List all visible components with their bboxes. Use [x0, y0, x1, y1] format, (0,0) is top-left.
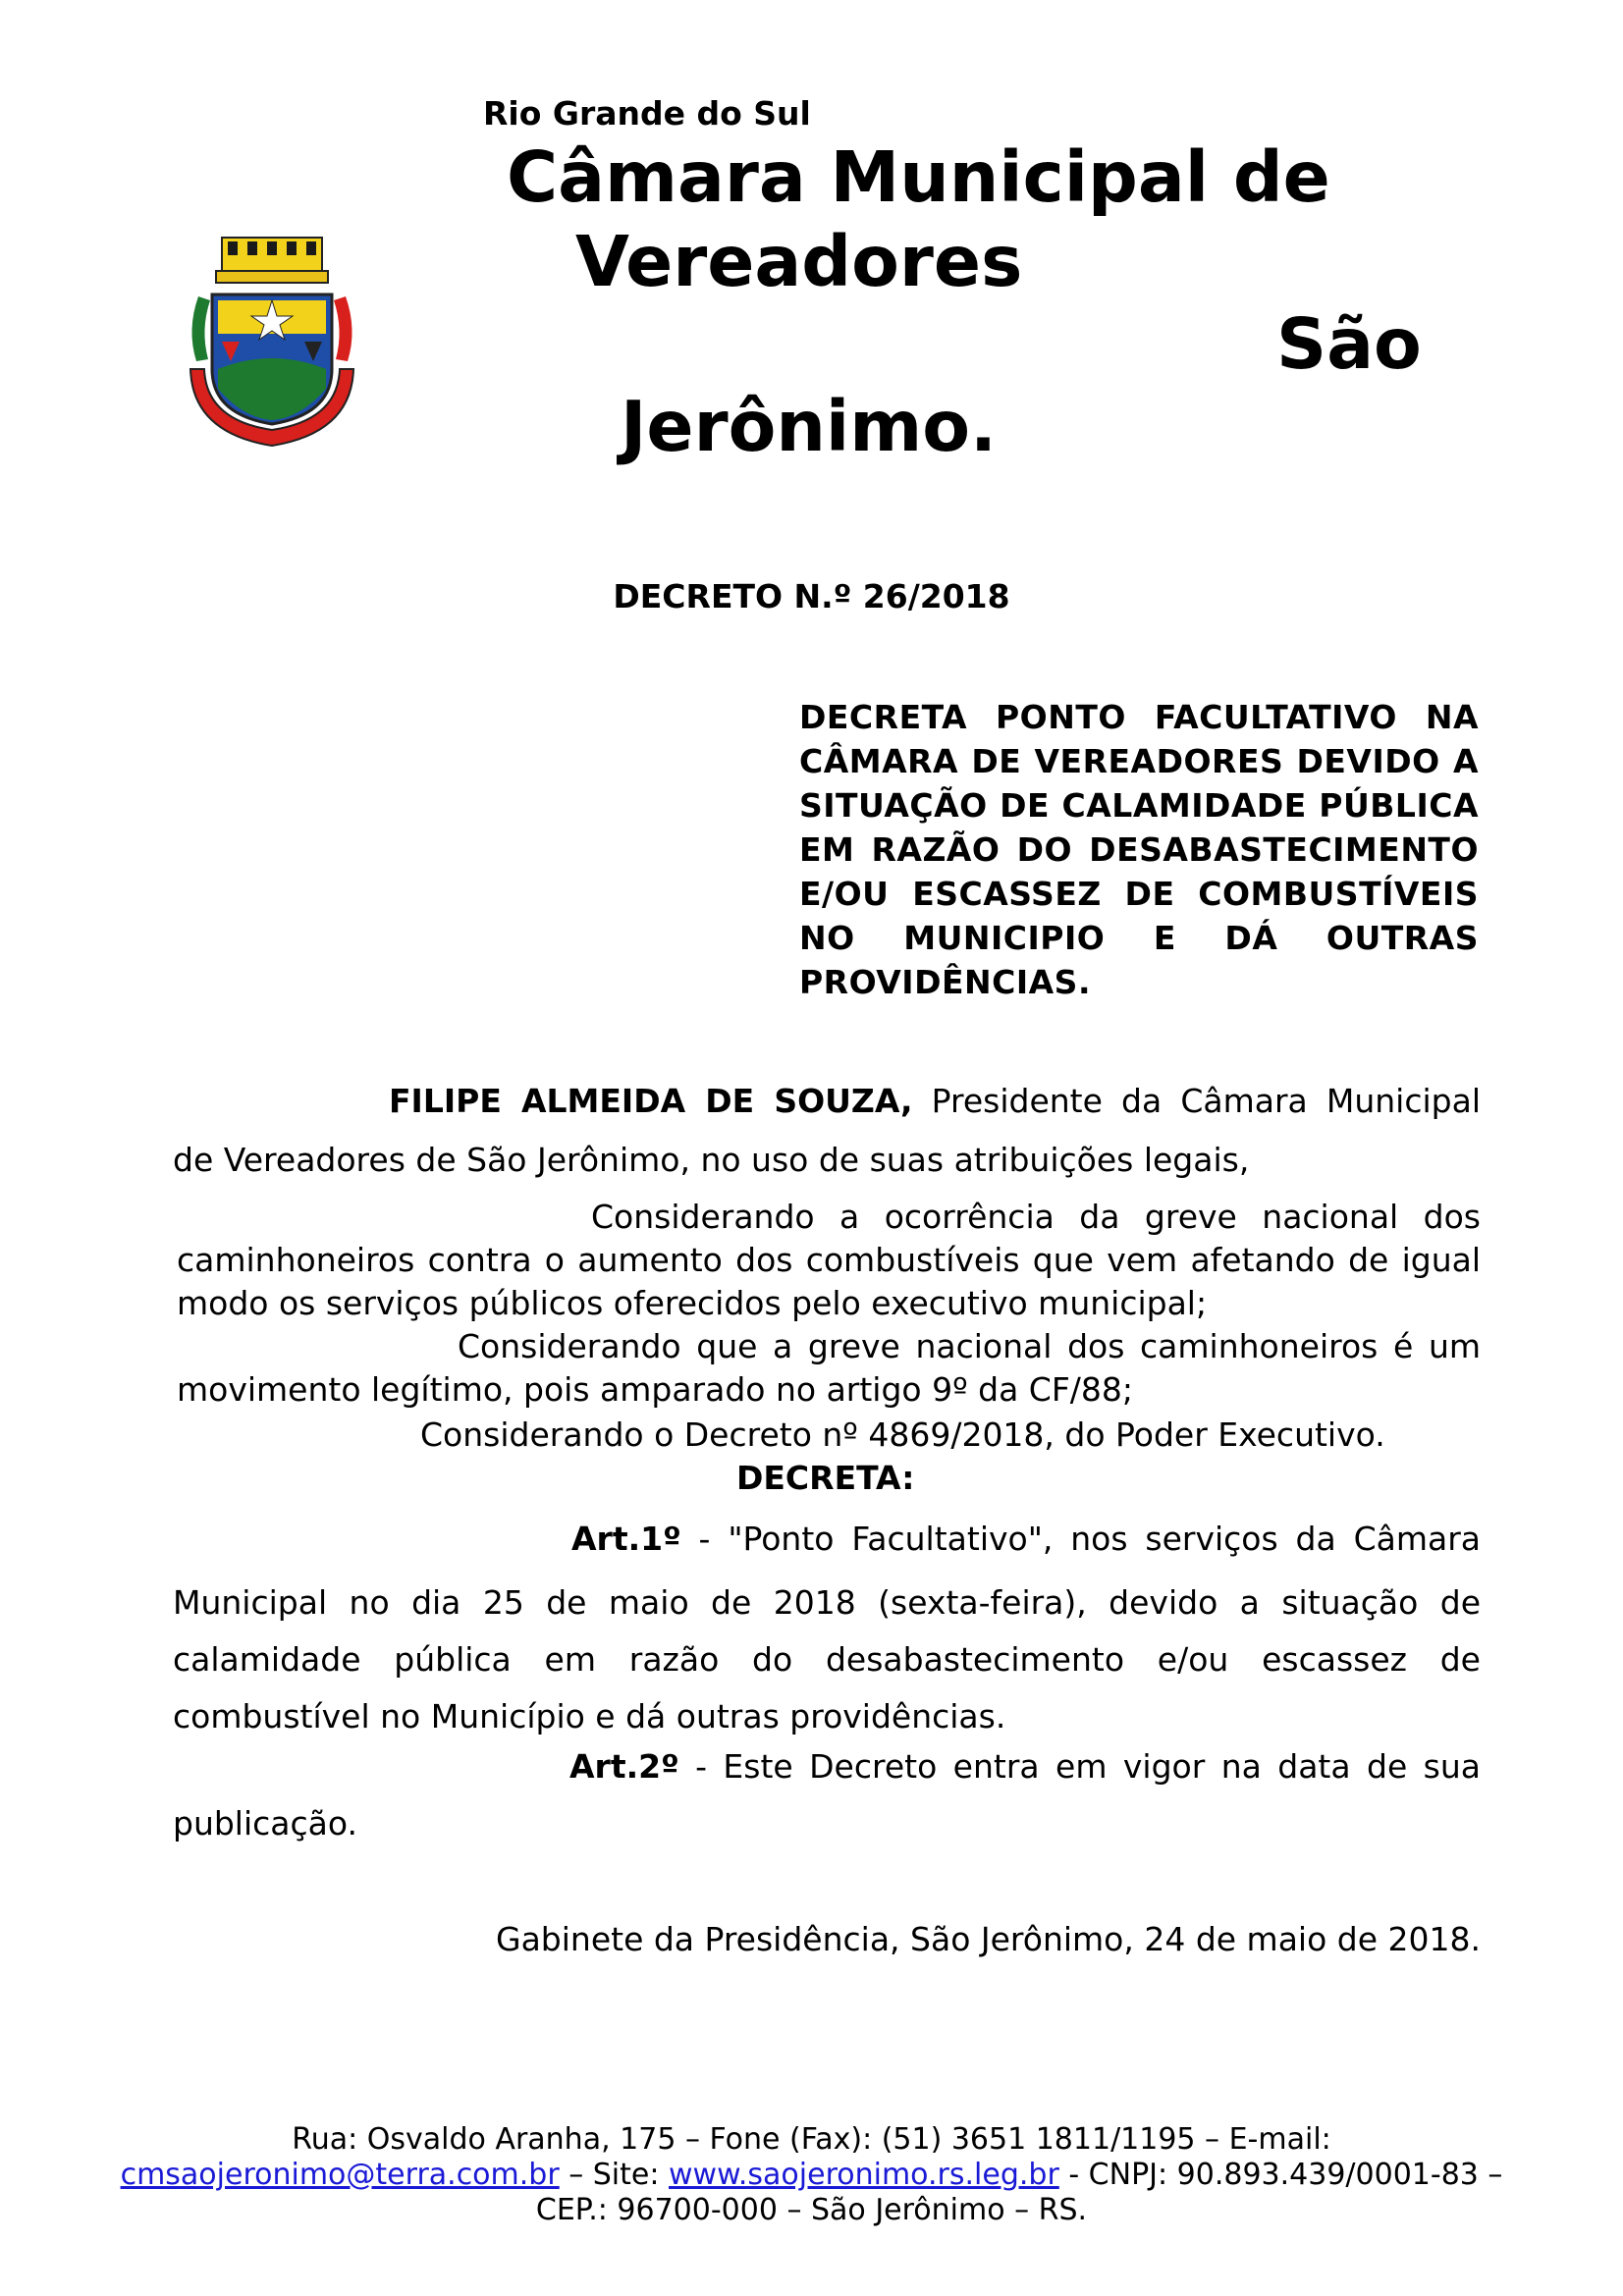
coat-of-arms-icon [183, 232, 361, 457]
decree-summary: DECRETA PONTO FACULTATIVO NA CÂMARA DE VEREADORES DEVIDO A SITUAÇÃO DE CALAMIDADE PÚBLICA EM RAZÃO DO DESABASTECIMENTO E/OU ESCASSEZ DE COMBUSTÍVEIS NO MUNICIPIO E DÁ OUTRAS PROVIDÊNCIAS. [799, 698, 1479, 1001]
article-1-first-line [571, 1518, 1481, 1561]
article-1-label: Art.1º [571, 1520, 681, 1558]
consideration-3: Considerando o Decreto nº 4869/2018, do Poder Executivo. [420, 1415, 1385, 1454]
chamber-title-line1: Câmara Municipal de [507, 136, 1330, 218]
article-1-first-text: - "Ponto Facultativo", nos serviços da Câmara [680, 1520, 1481, 1558]
consideration-1-rest: caminhoneiros contra o aumento dos combustíveis que vem afetando de igual modo os serviços públicos oferecidos pelo executivo municipal; [177, 1241, 1481, 1322]
email-link[interactable]: cmsaojeronimo@terra.com.br [120, 2158, 560, 2192]
preamble-line2: de Vereadores de São Jerônimo, no uso de suas atribuições legais, [173, 1141, 1250, 1179]
website-link[interactable]: www.saojeronimo.rs.leg.br [669, 2158, 1059, 2192]
cnpj-text: - CNPJ: 90.893.439/0001-83 – [1058, 2158, 1503, 2192]
article-2-first-line [569, 1745, 1481, 1789]
municipal-coat-of-arms [183, 232, 361, 457]
footer-contacts [0, 2158, 1623, 2193]
closing-date-place: Gabinete da Presidência, São Jerônimo, 24 de maio de 2018. [496, 1920, 1481, 1958]
chamber-title-line4: Jerônimo. [621, 386, 997, 467]
footer-cep: CEP.: 96700-000 – São Jerônimo – RS. [535, 2193, 1088, 2227]
preamble-text-line1: Presidente da Câmara Municipal [912, 1082, 1482, 1120]
article-2-label: Art.2º [569, 1747, 679, 1786]
article-2-text: publicação. [173, 1804, 357, 1842]
state-name: Rio Grande do Sul [483, 94, 811, 133]
chamber-title-line2: Vereadores [575, 221, 1023, 302]
president-name: FILIPE ALMEIDA DE SOUZA, [389, 1082, 913, 1120]
footer-address: Rua: Osvaldo Aranha, 175 – Fone (Fax): (51) 3651 1811/1195 – E-mail: [292, 2122, 1331, 2157]
article-2-first-text: - Este Decreto entra em vigor na data de sua [678, 1747, 1481, 1786]
decreta-heading: DECRETA: [736, 1459, 915, 1497]
chamber-title-line3: São [1276, 303, 1422, 385]
consideration-2-line1: Considerando que a greve nacional dos caminhoneiros é um [458, 1327, 1481, 1365]
site-label: – Site: [559, 2158, 670, 2192]
footer [0, 2122, 1623, 2228]
decree-number: DECRETO N.º 26/2018 [613, 577, 1010, 615]
consideration-1-line1: Considerando a ocorrência da greve nacional dos [591, 1198, 1481, 1236]
article-1-text: Municipal no dia 25 de maio de 2018 (sexta-feira), devido a situação de calamidade pública em razão do desabastecimento e/ou escassez de combustível no Município e dá outras providências. [173, 1583, 1481, 1735]
consideration-2-rest: movimento legítimo, pois amparado no artigo 9º da CF/88; [177, 1370, 1134, 1409]
preamble-line1 [389, 1080, 1481, 1123]
